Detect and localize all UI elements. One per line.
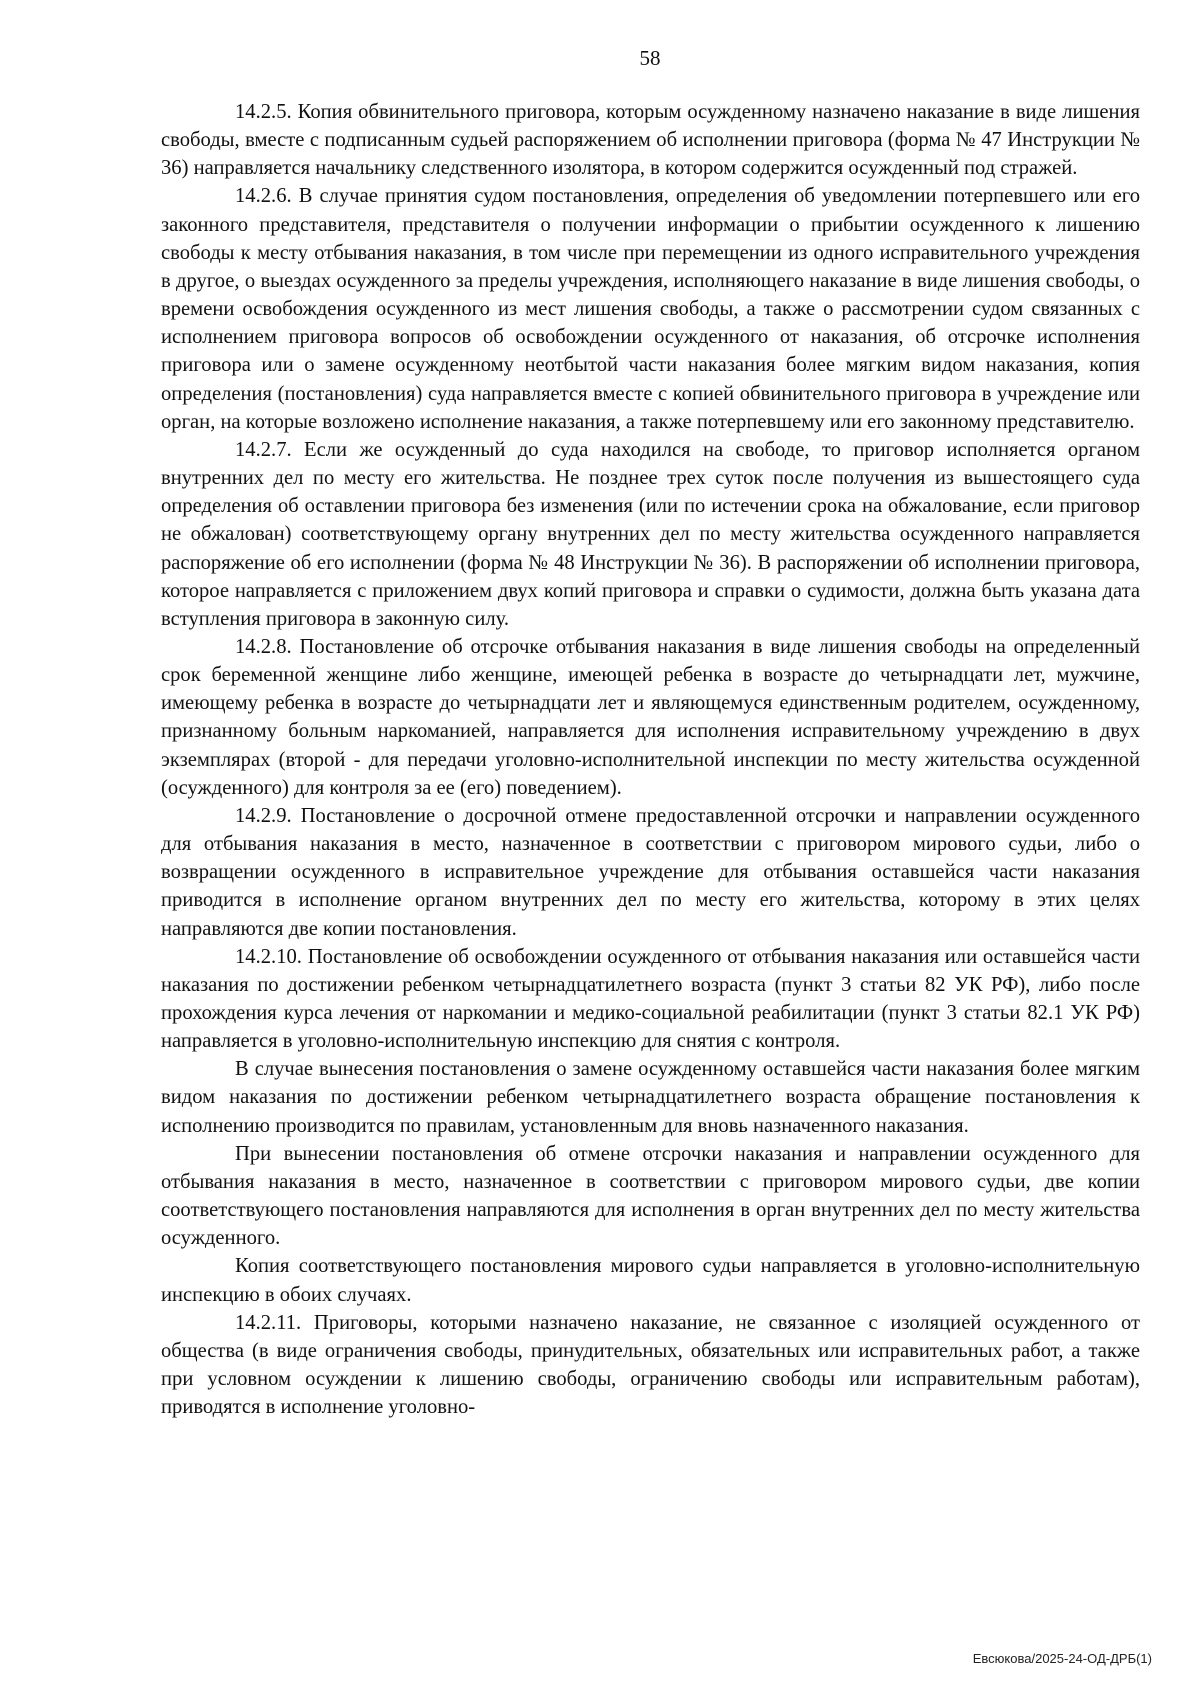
document-code: Евсюкова/2025-24-ОД-ДРБ(1) <box>972 1651 1152 1666</box>
paragraph-14-2-10: 14.2.10. Постановление об освобождении осужденного от отбывания наказания или оставшейся части наказания по достижении ребенком четырнадцатилетнего возраста (пункт 3 статьи 82 УК РФ), либо после прохождения курса лечения от наркомании и медико-социальной реабилитации (пункт 3 статьи 82.1 УК РФ) направляется в уголовно-исполнительную инспекцию для снятия с контроля. <box>161 945 1140 1053</box>
paragraph-14-2-6: 14.2.6. В случае принятия судом постановления, определения об уведомлении потерпевшего или его законного представителя, представителя о получении информации о прибытии осужденного к лишению свободы к месту отбывания наказания, в том числе при перемещении из одного исправительного учреждения в другое, о выездах осужденного за пределы учреждения, исполняющего наказание в виде лишения свободы, о времени освобождения осужденного из мест лишения свободы, а также о рассмотрении судом связанных с исполнением приговора вопросов об освобождении осужденного от наказания, об отсрочке исполнения приговора или о замене осужденному неотбытой части наказания более мягким видом наказания, копия определения (постановления) суда направляется вместе с копией обвинительного приговора в учреждение или орган, на которые возложено исполнение наказания, а также потерпевшему или его законному представителю. <box>161 185 1140 433</box>
paragraph-cancel-deferral: При вынесении постановления об отмене отсрочки наказания и направлении осужденного для отбывания наказания в место, назначенное в соответствии с приговором мирового судьи, две копии соответствующего постановления направляются для исполнения в орган внутренних дел по месту жительства осужденного. <box>161 1142 1140 1250</box>
page-number: 58 <box>639 46 661 70</box>
paragraph-14-2-7: 14.2.7. Если же осужденный до суда находился на свободе, то приговор исполняется органом внутренних дел по месту его жительства. Не позднее трех суток после получения из вышестоящего суда определения об оставлении приговора без изменения (или по истечении срока на обжалование, если приговор не обжалован) соответствующему органу внутренних дел по месту жительства осужденного направляется распоряжение об его исполнении (форма № 48 Инструкции № 36). В распоряжении об исполнении приговора, которое направляется с приложением двух копий приговора и справки о судимости, должна быть указана дата вступления приговора в законную силу. <box>161 438 1140 630</box>
paragraph-14-2-8: 14.2.8. Постановление об отсрочке отбывания наказания в виде лишения свободы на определенный срок беременной женщине либо женщине, имеющей ребенка в возрасте до четырнадцати лет, мужчине, имеющему ребенка в возрасте до четырнадцати лет и являющемуся единственным родителем, осужденному, признанному больным наркоманией, направляется для исполнения исправительному учреждению в двух экземплярах (второй - для передачи уголовно-исполнительной инспекции по месту жительства осужденной (осужденного) для контроля за ее (его) поведением). <box>161 635 1140 799</box>
paragraph-replacement-of-punishment: В случае вынесения постановления о замене осужденному оставшейся части наказания более мягким видом наказания по достижении ребенком четырнадцатилетнего возраста обращение постановления к исполнению производится по правилам, установленным для вновь назначенного наказания. <box>161 1058 1140 1137</box>
paragraph-14-2-9: 14.2.9. Постановление о досрочной отмене предоставленной отсрочки и направлении осужденного для отбывания наказания в место, назначенное в соответствии с приговором мирового судьи, либо о возвращении осужденного в исправительное учреждение для отбывания оставшейся части наказания приводится в исполнение органом внутренних дел по месту его жительства, которому в этих целях направляются две копии постановления. <box>161 804 1140 940</box>
paragraph-copy-to-inspection: Копия соответствующего постановления мирового судьи направляется в уголовно-исполнительную инспекцию в обоих случаях. <box>161 1255 1140 1306</box>
paragraph-14-2-11: 14.2.11. Приговоры, которыми назначено наказание, не связанное с изоляцией осужденного от общества (в виде ограничения свободы, принудительных, обязательных или исправительных работ, а также при условном осуждении к лишению свободы, ограничению свободы или исправительным работам), приводятся в исполнение уголовно- <box>161 1311 1140 1419</box>
document-body <box>161 98 1140 1421</box>
paragraph-14-2-5: 14.2.5. Копия обвинительного приговора, которым осужденному назначено наказание в виде лишения свободы, вместе с подписанным судьей распоряжением об исполнении приговора (форма № 47 Инструкции № 36) направляется начальнику следственного изолятора, в котором содержится осужденный под стражей. <box>161 101 1140 180</box>
